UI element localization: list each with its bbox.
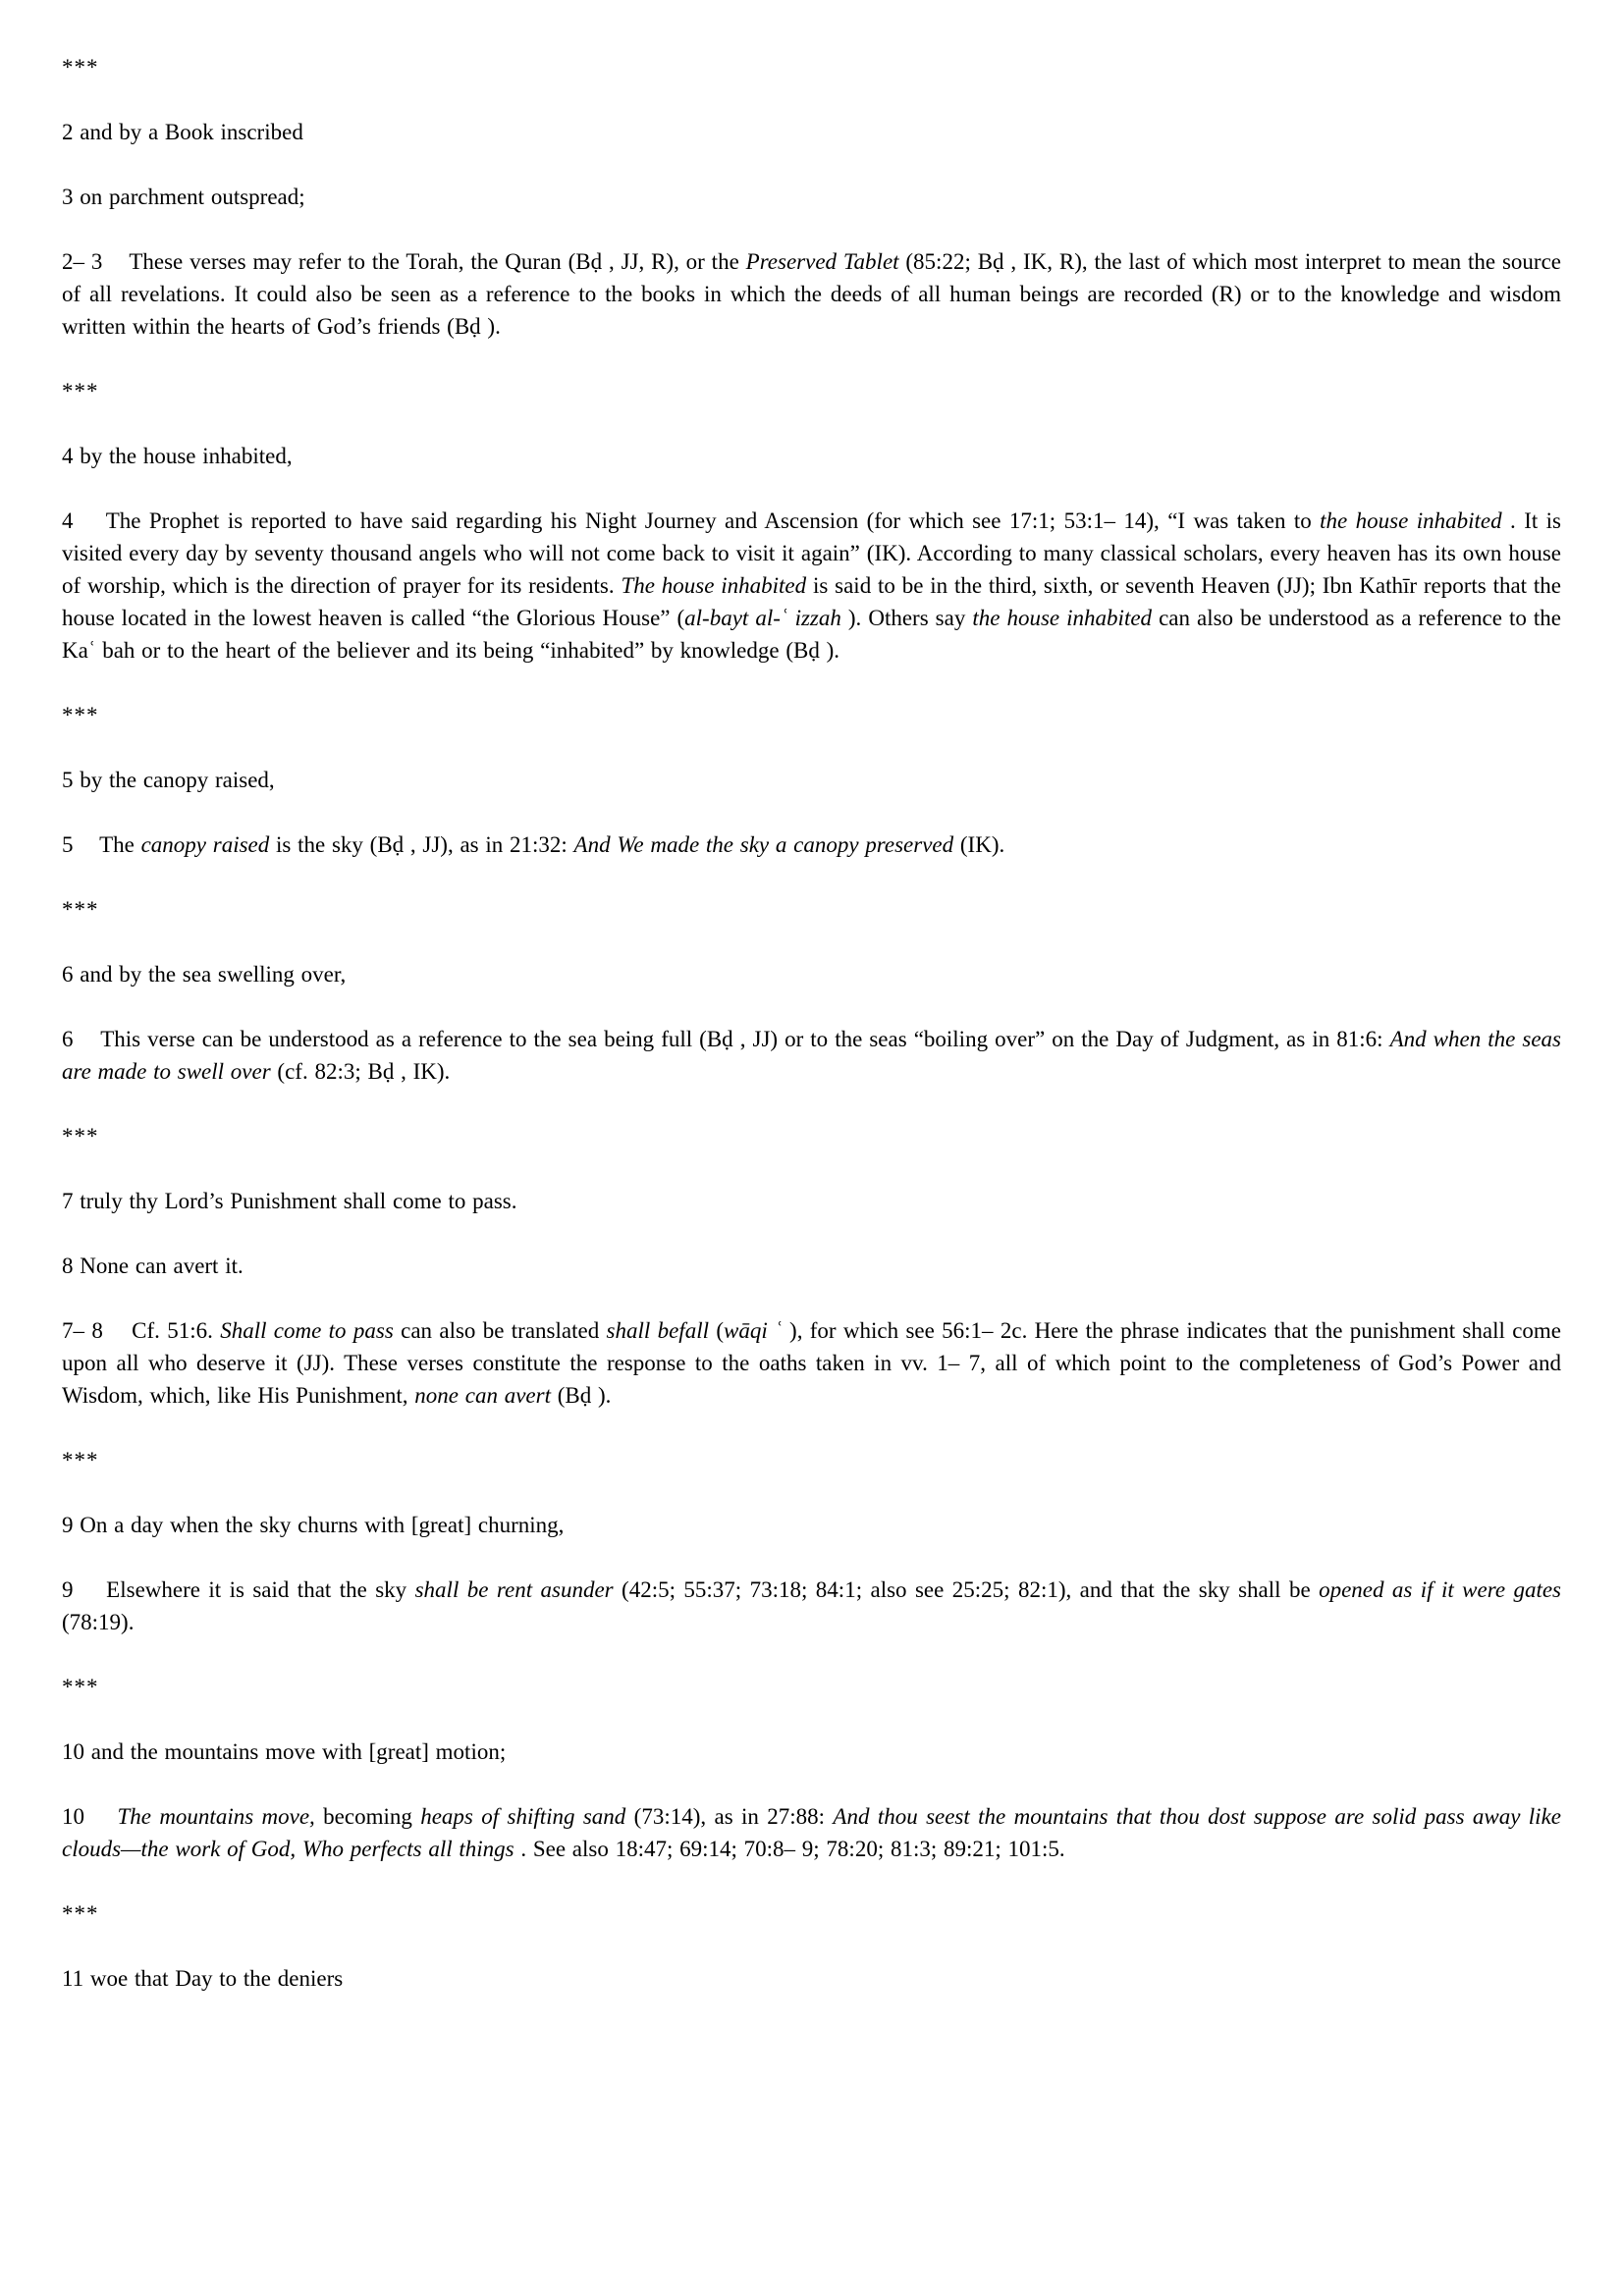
text-run: *** — [62, 897, 99, 922]
verse-line — [62, 1962, 1561, 1995]
text-run: (85:22; Bḍ , IK, R), the last of which most interpret to mean the source of all revelations. It could also be seen as a reference to the books in which the deeds of all human beings are recorded (R) or to the knowledge and wisdom written within the hearts of God’s friends (Bḍ ). — [62, 249, 1568, 339]
section-divider — [62, 375, 1561, 407]
commentary-paragraph — [62, 828, 1561, 861]
text-run: *** — [62, 703, 99, 727]
text-run: *** — [62, 1901, 99, 1926]
italic-text: The mountains move, — [117, 1804, 315, 1829]
italic-text: the house inhabited — [972, 606, 1153, 630]
text-run: 11 woe that Day to the deniers — [62, 1966, 344, 1991]
italic-text: Shall come to pass — [220, 1318, 394, 1343]
text-run: becoming — [314, 1804, 421, 1829]
italic-text: none can avert — [414, 1383, 551, 1408]
section-divider — [62, 51, 1561, 83]
text-run: 8 None can avert it. — [62, 1254, 243, 1278]
text-run: 4 The Prophet is reported to have said regarding his Night Journey and Ascension (for which see 17:1; 53:1– 14), “I was taken to — [62, 508, 1321, 533]
section-divider — [62, 699, 1561, 731]
italic-text: The house inhabited — [621, 573, 807, 598]
italic-text: wāqi ʿ — [723, 1318, 783, 1343]
text-run: *** — [62, 1124, 99, 1148]
commentary-paragraph — [62, 245, 1568, 343]
text-run: *** — [62, 379, 99, 403]
text-run: . It is visited every day by seventy thousand angels who will not come back to visit it again” (IK). According to many classical scholars, every heaven has its own house of worship, which is the direction of prayer for its residents. — [62, 508, 1568, 598]
text-run: 7 truly thy Lord’s Punishment shall come to pass. — [62, 1189, 517, 1213]
commentary-paragraph — [62, 1314, 1568, 1412]
italic-text: And We made the sky a canopy preserved — [573, 832, 954, 857]
text-run: 5 The — [62, 832, 141, 857]
verse-line — [62, 181, 1561, 213]
italic-text: shall befall — [606, 1318, 709, 1343]
text-run: 10 — [62, 1804, 118, 1829]
text-run: ). Others say — [840, 606, 973, 630]
text-run: (IK). — [953, 832, 1005, 857]
text-run: *** — [62, 55, 99, 80]
commentary-paragraph — [62, 1023, 1568, 1088]
text-run: 5 by the canopy raised, — [62, 768, 275, 792]
text-run: 10 and the mountains move with [great] motion; — [62, 1739, 507, 1764]
verse-line — [62, 1735, 1561, 1768]
text-run: is said to be in the third, sixth, or seventh Heaven (JJ); Ibn Kathīr reports that the house located in the lowest heaven is called “the Glorious House” ( — [62, 573, 1568, 630]
text-run: can also be translated — [393, 1318, 607, 1343]
commentary-paragraph — [62, 505, 1568, 667]
section-divider — [62, 1671, 1561, 1703]
verse-line — [62, 958, 1561, 990]
italic-text: Preserved Tablet — [745, 249, 899, 274]
italic-text: And thou seest the mountains that thou dost suppose are solid pass away like clouds—the work of God, Who perfects all things — [62, 1804, 1568, 1861]
text-run: ), for which see 56:1– 2c. Here the phrase indicates that the punishment shall come upon all who deserve it (JJ). These verses constitute the response to the oaths taken in vv. 1– 7, all of which point to the completeness of God’s Power and Wisdom, which, like His Punishment, — [62, 1318, 1568, 1408]
verse-line — [62, 1185, 1561, 1217]
section-divider — [62, 893, 1561, 926]
italic-text: canopy raised — [140, 832, 270, 857]
text-run: ( — [708, 1318, 724, 1343]
italic-text: opened as if it were gates — [1319, 1577, 1562, 1602]
text-run: can also be understood as a reference to the Kaʿ bah or to the heart of the believer and its being “inhabited” by knowledge (Bḍ ). — [62, 606, 1568, 663]
verse-line — [62, 764, 1561, 796]
text-run: (78:19). — [62, 1577, 1568, 1634]
text-run: (Bḍ ). — [550, 1383, 612, 1408]
text-run: 9 On a day when the sky churns with [great] churning, — [62, 1513, 565, 1537]
italic-text: heaps of shifting sand — [420, 1804, 626, 1829]
section-divider — [62, 1444, 1561, 1476]
text-run: 6 This verse can be understood as a reference to the sea being full (Bḍ , JJ) or to the seas “boiling over” on the Day of Judgment, as in 81:6: — [62, 1027, 1390, 1051]
text-run: is the sky (Bḍ , JJ), as in 21:32: — [269, 832, 574, 857]
italic-text: shall be rent asunder — [414, 1577, 614, 1602]
commentary-paragraph — [62, 1800, 1568, 1865]
verse-line — [62, 440, 1561, 472]
text-run: (42:5; 55:37; 73:18; 84:1; also see 25:25; 82:1), and that the sky shall be — [613, 1577, 1320, 1602]
text-run: (cf. 82:3; Bḍ , IK). — [270, 1059, 451, 1084]
text-run: (73:14), as in 27:88: — [625, 1804, 834, 1829]
text-run: 9 Elsewhere it is said that the sky — [62, 1577, 415, 1602]
text-run: 7– 8 Cf. 51:6. — [62, 1318, 221, 1343]
text-run: 4 by the house inhabited, — [62, 444, 293, 468]
text-run: 3 on parchment outspread; — [62, 185, 305, 209]
text-run: *** — [62, 1675, 99, 1699]
text-run: . See also 18:47; 69:14; 70:8– 9; 78:20; 81:3; 89:21; 101:5. — [514, 1837, 1065, 1861]
verse-line — [62, 116, 1561, 148]
text-run: 2 and by a Book inscribed — [62, 120, 303, 144]
text-run: 6 and by the sea swelling over, — [62, 962, 347, 987]
document-body — [62, 51, 1568, 1995]
section-divider — [62, 1120, 1561, 1152]
italic-text: And when the seas are made to swell over — [62, 1027, 1568, 1084]
verse-line — [62, 1250, 1561, 1282]
text-run: *** — [62, 1448, 99, 1472]
section-divider — [62, 1897, 1561, 1930]
italic-text: al-bayt al-ʿ izzah — [684, 606, 841, 630]
commentary-paragraph — [62, 1574, 1568, 1638]
italic-text: the house inhabited — [1320, 508, 1502, 533]
verse-line — [62, 1509, 1561, 1541]
text-run: 2– 3 These verses may refer to the Torah, the Quran (Bḍ , JJ, R), or the — [62, 249, 746, 274]
